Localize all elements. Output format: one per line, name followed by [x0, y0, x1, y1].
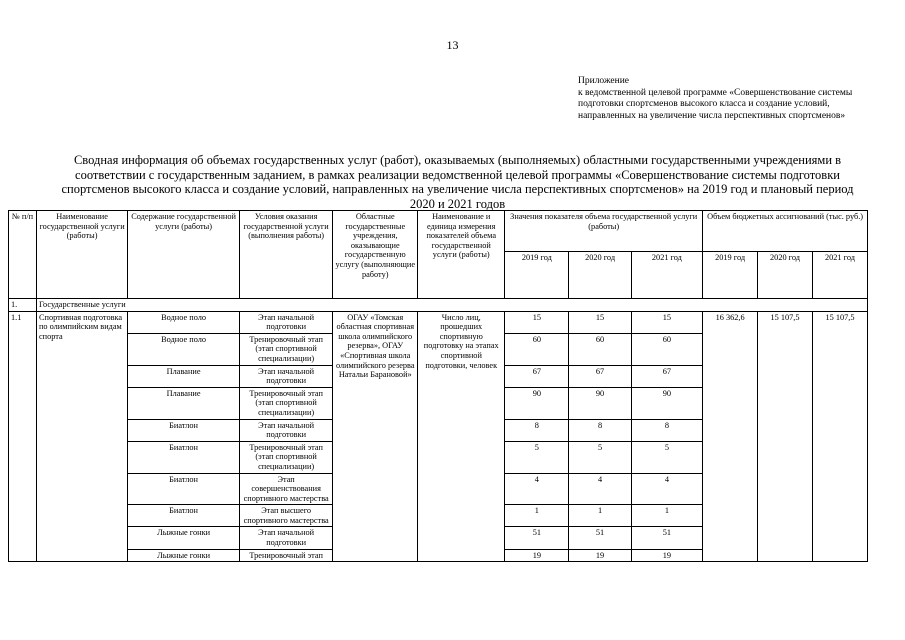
row-value-2021: 15 — [631, 311, 703, 333]
row-value-2019: 67 — [505, 365, 569, 387]
header-volume-2019: 2019 год — [505, 252, 569, 299]
row-value-2019: 90 — [505, 387, 569, 419]
section-row — [9, 299, 868, 312]
row-value-2019: 51 — [505, 527, 569, 549]
row-value-2021: 19 — [631, 549, 703, 562]
row-condition: Тренировочный этап (этап спортивной специализации) — [240, 387, 333, 419]
row-value-2021: 4 — [631, 473, 703, 505]
row-content: Биатлон — [128, 473, 240, 505]
row-value-2021: 8 — [631, 419, 703, 441]
budget-2019: 16 362,6 — [703, 311, 758, 562]
item-service-name: Спортивная подготовка по олимпийским видам спорта — [36, 311, 127, 562]
row-content: Биатлон — [128, 419, 240, 441]
row-content: Плавание — [128, 387, 240, 419]
row-content: Плавание — [128, 365, 240, 387]
table-header-row — [9, 211, 868, 252]
item-indicator: Число лиц, прошедших спортивную подготовку на этапах спортивной подготовки, человек — [418, 311, 505, 562]
row-value-2020: 4 — [569, 473, 631, 505]
row-value-2019: 19 — [505, 549, 569, 562]
row-value-2019: 1 — [505, 505, 569, 527]
header-volume-2020: 2020 год — [569, 252, 631, 299]
row-content: Лыжные гонки — [128, 527, 240, 549]
row-value-2021: 60 — [631, 333, 703, 365]
header-num: № п/п — [9, 211, 37, 299]
row-content: Водное поло — [128, 311, 240, 333]
item-institution: ОГАУ «Томская областная спортивная школа олимпийского резерва», ОГАУ «Спортивная школа олимпийского резерва Натальи Барановой» — [333, 311, 418, 562]
row-content: Водное поло — [128, 333, 240, 365]
page-number: 13 — [446, 38, 459, 52]
row-value-2020: 60 — [569, 333, 631, 365]
document-title: Сводная информация об объемах государственных услуг (работ), оказываемых (выполняемых) областными государственными учреждениями в соответствии с государственным заданием, в рамках реализации ведомственной целевой программы «Совершенствование системы подготовки спортсменов высокого класса и создание условий, направленных на увеличение числа перспективных спортсменов» на 2019 год и плановый период 2020 и 2021 годов — [61, 153, 854, 211]
row-value-2020: 51 — [569, 527, 631, 549]
appendix-note — [578, 76, 878, 122]
header-budget-2021: 2021 год — [812, 252, 867, 299]
row-value-2021: 51 — [631, 527, 703, 549]
row-condition: Этап начальной подготовки — [240, 419, 333, 441]
row-value-2021: 67 — [631, 365, 703, 387]
header-indicator: Наименование и единица измерения показателей объема государственной услуги (работы) — [418, 211, 505, 299]
row-value-2020: 1 — [569, 505, 631, 527]
header-conditions: Условия оказания государственной услуги (выполнения работы) — [240, 211, 333, 299]
row-condition: Этап совершенствования спортивного мастерства — [240, 473, 333, 505]
row-content: Биатлон — [128, 441, 240, 473]
section-num: 1. — [9, 299, 37, 312]
header-service-name: Наименование государственной услуги (работы) — [36, 211, 127, 299]
row-value-2021: 1 — [631, 505, 703, 527]
row-value-2019: 4 — [505, 473, 569, 505]
row-value-2020: 67 — [569, 365, 631, 387]
row-content: Биатлон — [128, 505, 240, 527]
header-volume-group: Значения показателя объема государственной услуги (работы) — [505, 211, 703, 252]
row-condition: Этап начальной подготовки — [240, 311, 333, 333]
row-value-2021: 90 — [631, 387, 703, 419]
row-condition: Этап высшего спортивного мастерства — [240, 505, 333, 527]
header-content: Содержание государственной услуги (работы) — [128, 211, 240, 299]
row-value-2019: 5 — [505, 441, 569, 473]
row-value-2021: 5 — [631, 441, 703, 473]
row-value-2020: 19 — [569, 549, 631, 562]
item-num: 1.1 — [9, 311, 37, 562]
row-condition: Тренировочный этап — [240, 549, 333, 562]
row-value-2019: 15 — [505, 311, 569, 333]
header-budget-group: Объем бюджетных ассигнований (тыс. руб.) — [703, 211, 868, 252]
row-condition: Этап начальной подготовки — [240, 365, 333, 387]
row-value-2020: 5 — [569, 441, 631, 473]
row-condition: Этап начальной подготовки — [240, 527, 333, 549]
row-value-2020: 90 — [569, 387, 631, 419]
row-value-2019: 8 — [505, 419, 569, 441]
header-institutions: Областные государственные учреждения, оказывающие государственную услугу (выполняющие работу) — [333, 211, 418, 299]
appendix-heading: Приложение — [578, 76, 629, 86]
services-table — [8, 210, 868, 562]
budget-2021: 15 107,5 — [812, 311, 867, 562]
header-budget-2020: 2020 год — [758, 252, 813, 299]
row-condition: Тренировочный этап (этап спортивной специализации) — [240, 441, 333, 473]
row-content: Лыжные гонки — [128, 549, 240, 562]
header-volume-2021: 2021 год — [631, 252, 703, 299]
row-condition: Тренировочный этап (этап спортивной специализации) — [240, 333, 333, 365]
row-value-2019: 60 — [505, 333, 569, 365]
budget-2020: 15 107,5 — [758, 311, 813, 562]
appendix-text: к ведомственной целевой программе «Совершенствование системы подготовки спортсменов высокого класса и создание условий, направленных на увеличение числа перспективных спортсменов» — [578, 87, 853, 121]
section-label: Государственные услуги — [36, 299, 867, 312]
table-row — [9, 311, 868, 333]
header-budget-2019: 2019 год — [703, 252, 758, 299]
row-value-2020: 15 — [569, 311, 631, 333]
row-value-2020: 8 — [569, 419, 631, 441]
